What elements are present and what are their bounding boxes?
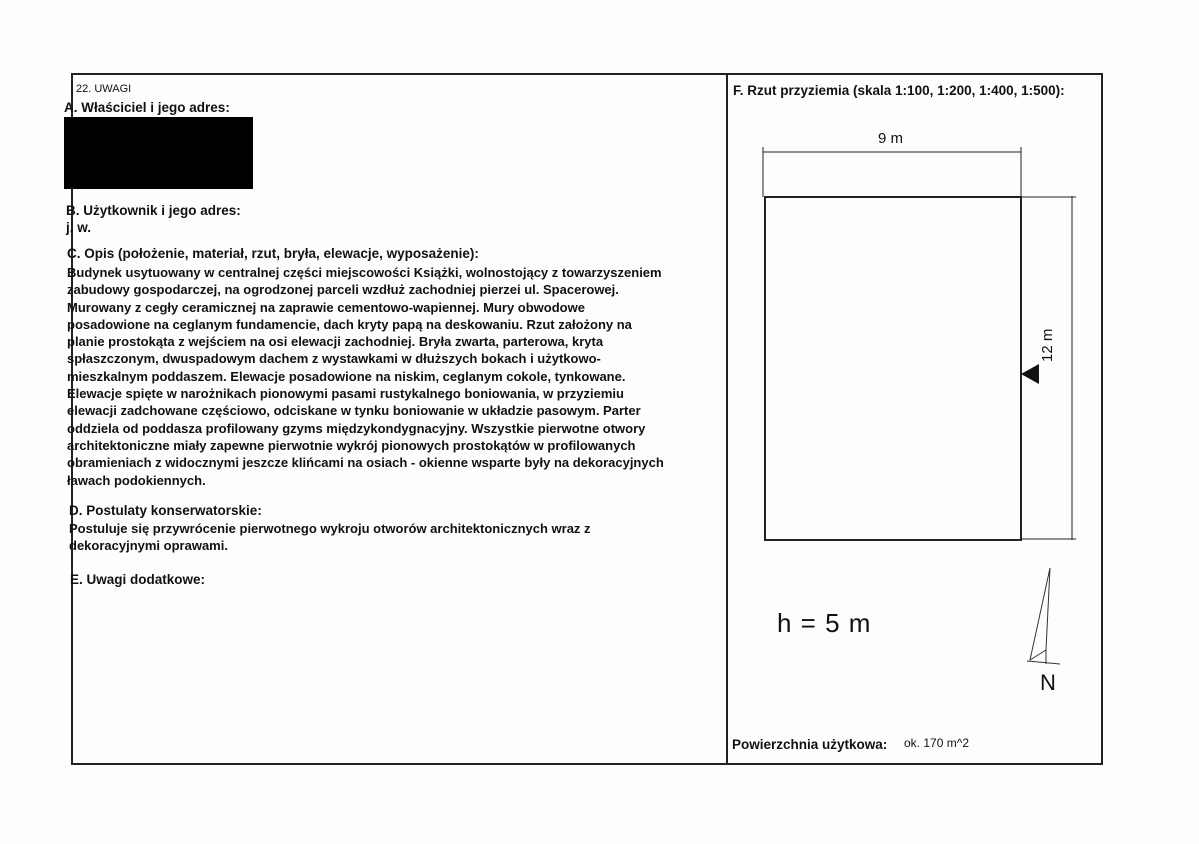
description-line: zabudowy gospodarczej, na ogrodzonej parceli wzdłuż zachodniej pierzei ul. Spacerowej. <box>67 282 619 298</box>
description-line: mieszkalnym poddaszem. Elewacje posadowione na niskim, ceglanym cokole, tynkowane. <box>67 368 626 384</box>
description-line: ławach podokiennych. <box>67 472 206 488</box>
user-title: B. Użytkownik i jego adres: <box>66 203 241 218</box>
usable-area-label: Powierzchnia użytkowa: <box>732 737 888 752</box>
additional-remarks-title: E. Uwagi dodatkowe: <box>70 572 206 587</box>
description-line: Budynek usytuowany w centralnej części miejscowości Książki, wolnostojący z towarzyszeniem <box>67 265 662 280</box>
usable-area-value: ok. 170 m^2 <box>904 736 969 750</box>
description-line: posadowione na ceglanym fundamencie, dach kryty papą na deskowaniu. Rzut założony na <box>67 316 632 332</box>
conservation-line: dekoracyjnymi oprawami. <box>69 538 228 554</box>
conservation-title: D. Postulaty konserwatorskie: <box>69 503 262 518</box>
description-line: oddziela od poddasza profilowany gzyms międzykondygnacyjny. Wszystkie pierwotne otwory <box>67 420 646 436</box>
floor-plan-title: F. Rzut przyziemia (skala 1:100, 1:200, 1:400, 1:500): <box>733 83 1065 98</box>
description-title: C. Opis (położenie, materiał, rzut, bryła, elewacje, wyposażenie): <box>67 246 479 261</box>
entrance-marker <box>1021 364 1039 384</box>
width-label: 9 m <box>878 130 904 147</box>
description-line: Murowany z cegły ceramicznej na zaprawie cementowo-wapiennej. Mury obwodowe <box>67 299 585 315</box>
user-value: j. w. <box>66 220 92 235</box>
north-label: N <box>1040 670 1056 695</box>
owner-title: A. Właściciel i jego adres: <box>64 100 230 115</box>
description-line: spłaszczonym, dwuspadowym dachem z wystawkami w dłuższych bokach i użytkowo- <box>67 351 601 367</box>
north-arrow-icon <box>1030 568 1050 660</box>
building-outline <box>765 197 1021 540</box>
remarks-header: 22. UWAGI <box>76 83 132 95</box>
description-line: planie prostokąta z wejściem na osi elewacji zachodniej. Bryła zwarta, parterowa, kryta <box>67 334 604 350</box>
north-arrow-base <box>1027 661 1060 664</box>
description-line: architektoniczne miały zapewne pierwotnie wykrój pionowych prostokątów w profilowanych <box>67 437 636 453</box>
description-line: obramieniach z widocznymi jeszcze klińcami na osiach - okienne wsparte były na dekoracyjnych <box>67 455 664 471</box>
conservation-line: Postuluje się przywrócenie pierwotnego wykroju otworów architektonicznych wraz z <box>69 521 591 536</box>
description-line: Elewacje spięte w narożnikach pionowymi pasami rustykalnego boniowania, w przyziemiu <box>67 386 624 402</box>
description-line: elewacji zadchowane częściowo, odciskane w tynku boniowanie w układzie pasowym. Parter <box>67 403 641 419</box>
depth-label-text: 12 m <box>1039 328 1056 362</box>
height-label: h = 5 m <box>777 608 872 638</box>
